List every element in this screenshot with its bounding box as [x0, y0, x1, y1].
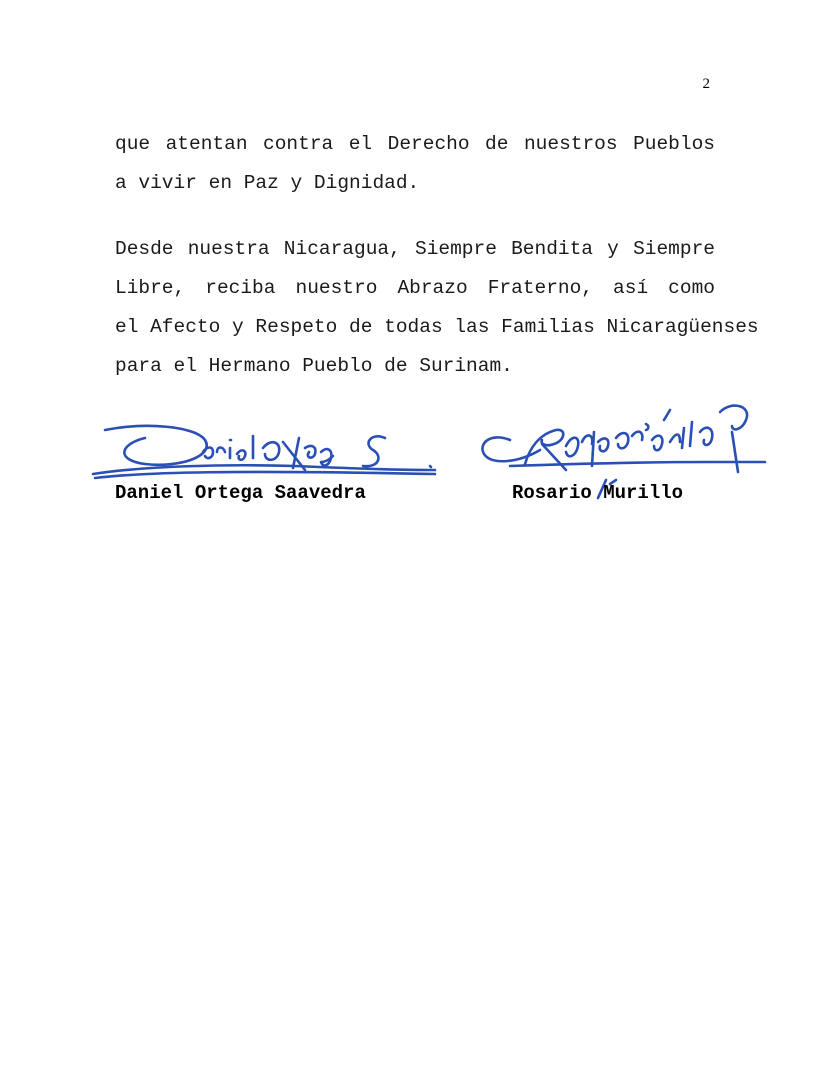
- paragraph-line: Desde nuestra Nicaragua, Siempre Bendita y Siempre: [115, 238, 715, 260]
- signatory-name: Rosario Murillo: [512, 482, 684, 504]
- signatory-name: Daniel Ortega Saavedra: [115, 482, 366, 504]
- paragraph-2: [115, 230, 759, 386]
- page-number: 2: [702, 76, 710, 92]
- paragraph-line: Libre, reciba nuestro Abrazo Fraterno, así como: [115, 277, 715, 299]
- paragraph-line: que atentan contra el Derecho de nuestros Pueblos: [115, 133, 715, 155]
- paragraph-line: para el Hermano Pueblo de Surinam.: [115, 355, 513, 377]
- paragraph-line: a vivir en Paz y Dignidad.: [115, 172, 420, 194]
- paragraph-1: [115, 125, 715, 203]
- paragraph-line: el Afecto y Respeto de todas las Familias Nicaragüenses: [115, 316, 759, 338]
